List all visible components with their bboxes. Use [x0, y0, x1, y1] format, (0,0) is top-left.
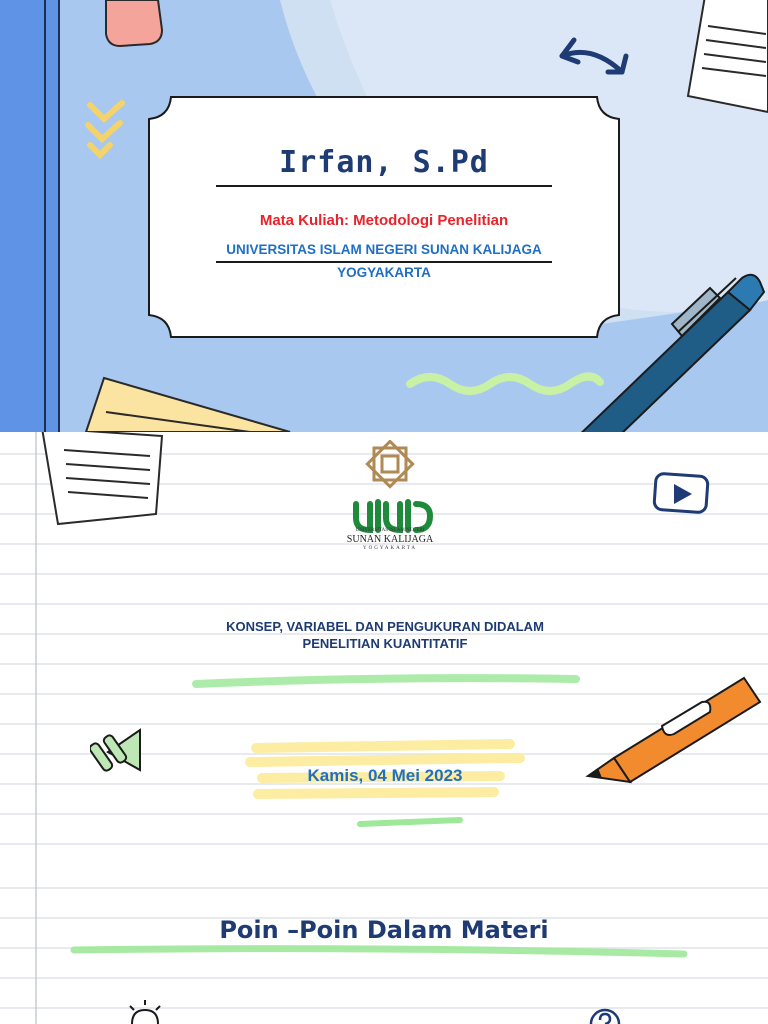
- presentation-date: Kamis, 04 Mei 2023: [307, 766, 463, 785]
- agenda-slide: [0, 864, 768, 1024]
- logo-caption-city: YOGYAKARTA: [362, 546, 418, 551]
- paper-notes-icon: [38, 432, 168, 528]
- curved-arrows-icon: [552, 32, 638, 92]
- play-button-icon: [652, 472, 710, 516]
- university-underline: [216, 261, 552, 263]
- city-name: YOGYAKARTA: [337, 265, 431, 280]
- course-title: Mata Kuliah: Metodologi Penelitian: [259, 212, 509, 229]
- logo-caption-top: UNIVERSITAS ISLAM NEGERI: [355, 528, 425, 533]
- name-underline: [216, 185, 552, 187]
- spine-divider: [44, 0, 46, 432]
- ruled-paper-lines: [0, 864, 768, 1024]
- lightbulb-icon: [122, 1000, 168, 1024]
- eraser-icon: [100, 0, 170, 50]
- triangle-icon: [90, 726, 148, 782]
- university-name: UNIVERSITAS ISLAM NEGERI SUNAN KALIJAGA: [226, 242, 542, 257]
- title-slide: [0, 0, 768, 432]
- crayon-icon: [584, 672, 768, 784]
- title-card: [147, 95, 621, 339]
- topic-title: [160, 618, 610, 652]
- chevrons-icon: [82, 95, 130, 165]
- topic-line-1: KONSEP, VARIABEL DAN PENGUKURAN DIDALAM: [226, 619, 544, 634]
- question-icon: [588, 1004, 622, 1024]
- presenter-name: Irfan, S.Pd: [279, 145, 489, 180]
- paper-notes-icon: [686, 0, 768, 120]
- logo-caption-main: SUNAN KALIJAGA: [346, 534, 434, 545]
- intro-slide: [0, 432, 768, 864]
- agenda-title: Poin –Poin Dalam Materi: [219, 916, 549, 944]
- topic-line-2: PENELITIAN KUANTITATIF: [302, 636, 468, 651]
- paper-notes-icon: [80, 372, 300, 432]
- notebook-spine: [0, 0, 60, 432]
- spine-divider: [58, 0, 60, 432]
